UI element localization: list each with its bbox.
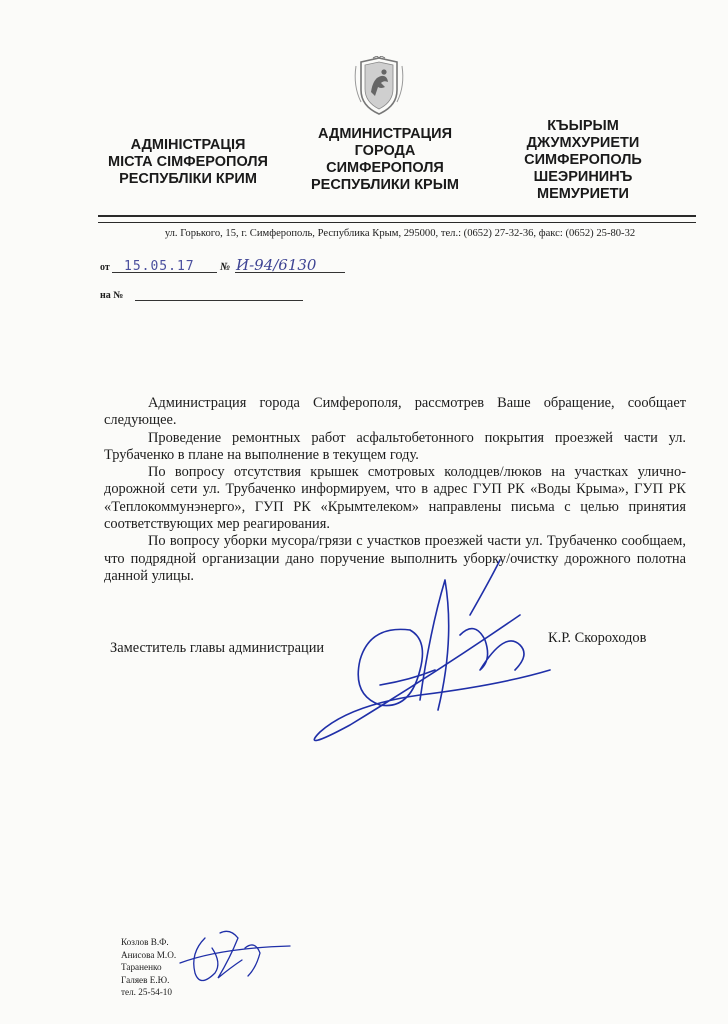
header-divider-thin [98,222,696,223]
header-ukrainian-line-3: РЕСПУБЛІКИ КРИМ [119,171,257,187]
executor-line: Тараненко [121,962,162,973]
signatory-name: К.Р. Скороходов [548,630,647,646]
executor-phone: тел. 25-54-10 [121,987,172,998]
body-paragraph: По вопросу уборки мусора/грязи с участков проезжей части ул. Трубаченко сообщаем, что подрядной организации дано поручение выполнить уборку/очистку дорожного полотна данной улицы. [104,533,686,584]
executor-line: Козлов В.Ф. [121,937,169,947]
signature-stroke [358,629,422,705]
address-line: ул. Горького, 15, г. Симферополь, Республика Крым, 295000, тел.: (0652) 27-32-36, факс: (0652) 25-80-32 [164,228,636,239]
header-ukrainian-line-2: МІСТА СІМФЕРОПОЛЯ [108,154,268,170]
header-russian-line-4: РЕСПУБЛИКИ КРЫМ [310,177,459,193]
ref-number-handwritten: И-94/6130 [236,256,317,274]
header-russian-line-1: АДМИНИСТРАЦИЯ [317,126,452,142]
ref-number-label: № [220,261,231,273]
header-crimean-tatar-line-2: ДЖУМХУРИЕТИ [526,135,640,151]
signatory-title: Заместитель главы администрации [110,640,325,656]
executor-line: Анисова М.О. [121,949,177,960]
ref-date-label: от [100,262,110,273]
executor-line: Галяев Е.Ю. [121,974,170,985]
header-ukrainian [100,137,276,188]
initials-stroke [218,931,242,978]
header-russian [300,126,470,194]
handwritten-signature [260,520,560,760]
initials-stroke [194,938,218,981]
header-ukrainian-line-1: АДМІНІСТРАЦІЯ [130,137,246,153]
initials-stroke [245,945,260,976]
body-paragraph: По вопросу отсутствия крышек смотровых колодцев/люков на участках улично-дорожной сети ул. Трубаченко информируем, что в адрес ГУП РК «Воды Крыма», ГУП РК «Теплокоммунэнерго», ГУП РК «Крымтелеком» направлены письма с целью принятия соответствующих мер реагирования. [104,464,686,533]
body-paragraph: Проведение ремонтных работ асфальтобетонного покрытия проезжей части ул. Трубаченко в плане на выполнение в текущем году. [104,429,686,463]
initials-signature [160,918,300,998]
ref-on-label: на № [100,290,124,301]
header-crimean-tatar-line-3: СИМФЕРОПОЛЬ [524,152,642,168]
header-divider [98,215,696,217]
header-crimean-tatar-line-4: ШЕЭРИНИНЪ [533,169,633,185]
crimea-coat-of-arms-icon [351,56,407,118]
header-russian-line-3: СИМФЕРОПОЛЯ [326,160,444,176]
header-crimean-tatar-line-5: МЕМУРИЕТИ [537,186,629,202]
signature-stroke [470,560,500,615]
header-crimean-tatar [508,118,658,203]
header-crimean-tatar-line-1: КЪЫРЫМ [547,118,619,134]
signature-stroke [420,580,449,710]
ref-on-underline [135,300,303,301]
ref-date-stamp: 15.05.17 [124,259,195,274]
header-russian-line-2: ГОРОДА [354,143,416,159]
body-paragraph: Администрация города Симферополя, рассмотрев Ваше обращение, сообщает следующее. [104,395,686,429]
